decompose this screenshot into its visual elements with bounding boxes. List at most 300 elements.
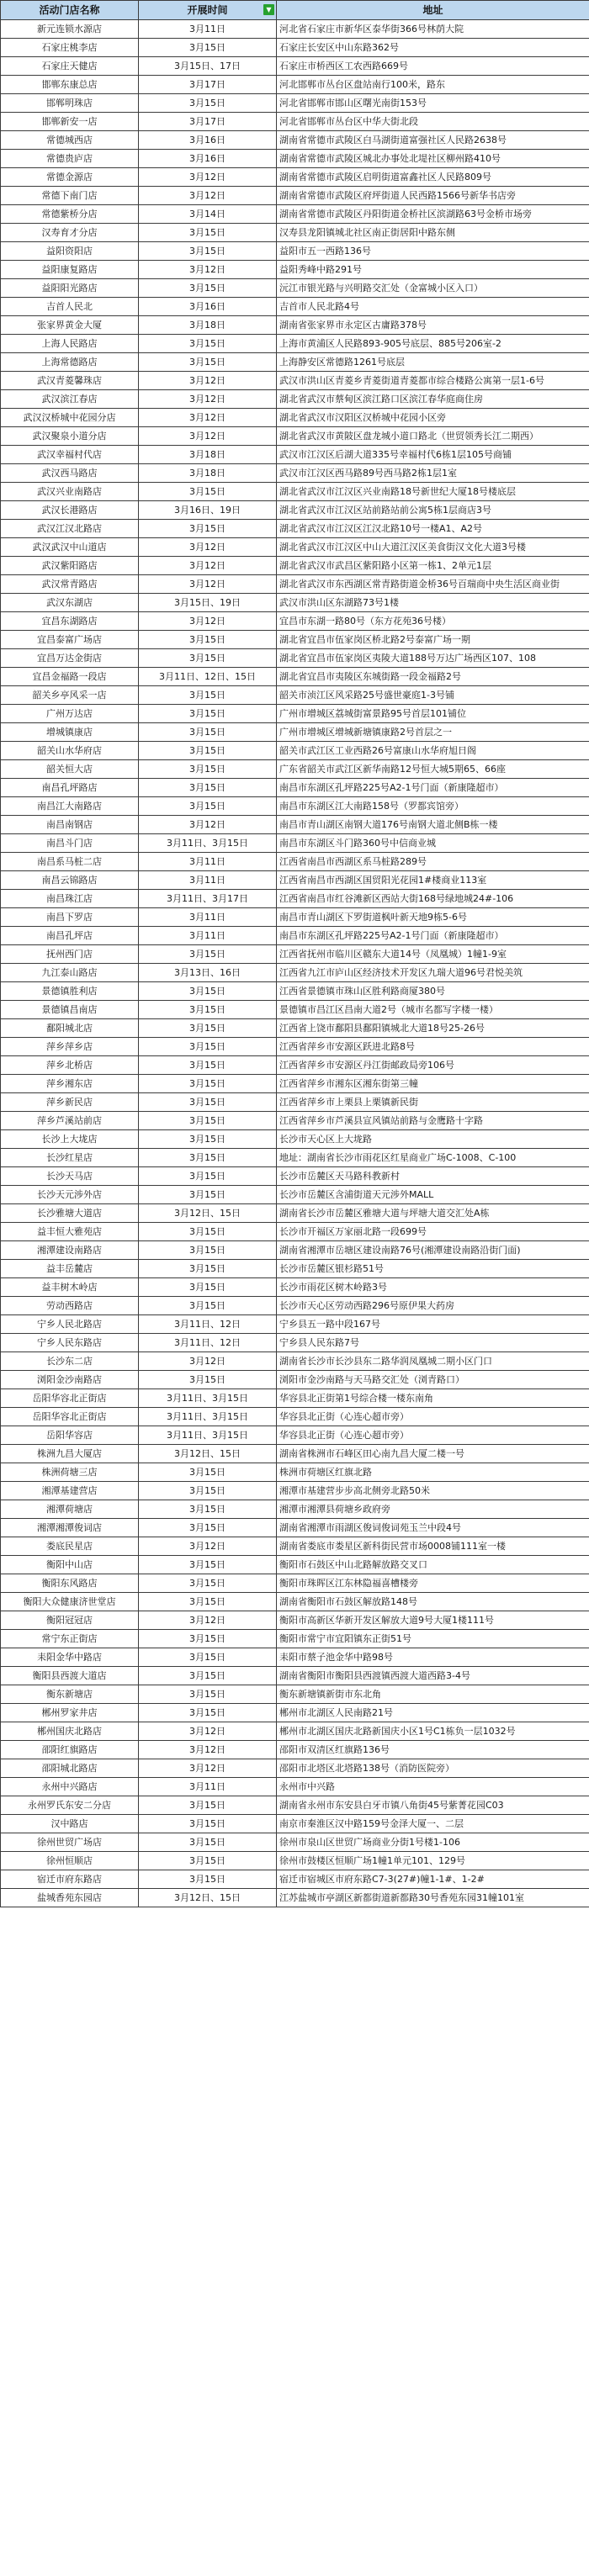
address-cell[interactable]: 武汉市洪山区东湖路73号1楼 [277,594,589,612]
date-cell[interactable]: 3月16日 [139,150,277,168]
date-cell[interactable]: 3月15日 [139,1796,277,1815]
store-name-cell[interactable]: 石家庄天健店 [1,57,139,76]
address-cell[interactable]: 长沙市岳麓区含浦街道天元涉外MALL [277,1186,589,1204]
address-cell[interactable]: 韶关市武江区工业西路26号富康山水华府旭日阁 [277,742,589,760]
store-name-cell[interactable]: 娄底民星店 [1,1537,139,1556]
date-cell[interactable]: 3月15日 [139,1870,277,1889]
store-name-cell[interactable]: 武汉幸福村代店 [1,446,139,464]
store-name-cell[interactable]: 增城镇康店 [1,723,139,742]
address-cell[interactable]: 益阳秀峰中路291号 [277,261,589,279]
store-name-cell[interactable]: 永州罗氏东安二分店 [1,1796,139,1815]
date-cell[interactable]: 3月15日 [139,1519,277,1537]
date-cell[interactable]: 3月12日、15日 [139,1204,277,1223]
address-cell[interactable]: 上海静安区常德路1261号底层 [277,353,589,372]
store-name-cell[interactable]: 武汉西马路店 [1,464,139,483]
address-cell[interactable]: 湖北省武汉市江汉区兴业南路18号新世纪大厦18号楼底层 [277,483,589,501]
store-name-cell[interactable]: 长沙天元涉外店 [1,1186,139,1204]
address-cell[interactable]: 景德镇市昌江区昌南大道2号（城市名都写字楼一楼） [277,1001,589,1019]
address-cell[interactable]: 广东省韶关市武江区新华南路12号恒大城5期65、66座 [277,760,589,779]
store-name-cell[interactable]: 邯郸东康总店 [1,76,139,94]
date-cell[interactable]: 3月14日 [139,205,277,224]
store-name-cell[interactable]: 韶关恒大店 [1,760,139,779]
date-cell[interactable]: 3月11日 [139,871,277,890]
store-name-cell[interactable]: 张家界黄金大厦 [1,316,139,335]
date-cell[interactable]: 3月12日 [139,1722,277,1741]
date-cell[interactable]: 3月12日 [139,427,277,446]
address-cell[interactable]: 江西省萍乡市安源区跃进北路8号 [277,1038,589,1056]
date-cell[interactable]: 3月12日、15日 [139,1445,277,1463]
address-cell[interactable]: 华容县北正街（心连心超市旁） [277,1426,589,1445]
store-name-cell[interactable]: 盐城香苑东园店 [1,1889,139,1907]
store-name-cell[interactable]: 汉寿育才分店 [1,224,139,242]
date-cell[interactable]: 3月16日 [139,298,277,316]
date-cell[interactable]: 3月15日 [139,1371,277,1389]
address-cell[interactable]: 徐州市鼓楼区恒顺广场1幢1单元101、129号 [277,1852,589,1870]
store-name-cell[interactable]: 常德紫桥分店 [1,205,139,224]
date-cell[interactable]: 3月15日 [139,1482,277,1500]
address-cell[interactable]: 江西省萍乡市上栗县上栗镇新民街 [277,1093,589,1112]
date-cell[interactable]: 3月15日 [139,1167,277,1186]
address-cell[interactable]: 湖南省株洲市石峰区田心南九昌大厦二楼一号 [277,1445,589,1463]
date-cell[interactable]: 3月15日、19日 [139,594,277,612]
date-cell[interactable]: 3月15日、17日 [139,57,277,76]
store-name-cell[interactable]: 新元连锁水源店 [1,20,139,39]
date-cell[interactable]: 3月12日 [139,816,277,834]
date-cell[interactable]: 3月15日 [139,1630,277,1648]
store-name-cell[interactable]: 上海人民路店 [1,335,139,353]
store-name-cell[interactable]: 南昌系马桩二店 [1,853,139,871]
date-cell[interactable]: 3月15日 [139,1223,277,1241]
date-cell[interactable]: 3月16日、19日 [139,501,277,520]
store-name-cell[interactable]: 长沙红星店 [1,1149,139,1167]
date-cell[interactable]: 3月15日 [139,1260,277,1278]
store-name-cell[interactable]: 韶关山水华府店 [1,742,139,760]
store-name-cell[interactable]: 衡东新塘店 [1,1685,139,1704]
address-cell[interactable]: 湖北省武汉市黄陂区盘龙城小道口路北（世贸领秀长江二期西） [277,427,589,446]
date-cell[interactable]: 3月15日 [139,1574,277,1593]
store-name-cell[interactable]: 宿迁市府东路店 [1,1870,139,1889]
date-cell[interactable]: 3月15日 [139,1704,277,1722]
date-cell[interactable]: 3月15日 [139,686,277,705]
store-name-cell[interactable]: 邵阳城北路店 [1,1759,139,1778]
address-cell[interactable]: 江西省南昌市西湖区系马桩路289号 [277,853,589,871]
store-name-cell[interactable]: 常德金源店 [1,168,139,187]
store-name-cell[interactable]: 鄱阳城北店 [1,1019,139,1038]
store-name-cell[interactable]: 益阳康复路店 [1,261,139,279]
address-cell[interactable]: 长沙市天心区劳动西路296号原伊果大药房 [277,1297,589,1315]
address-cell[interactable]: 宿迁市宿城区市府东路C7-3(27#)幢1-1#、1-2# [277,1870,589,1889]
store-name-cell[interactable]: 益丰恒大雅苑店 [1,1223,139,1241]
date-cell[interactable]: 3月15日 [139,1130,277,1149]
address-cell[interactable]: 南昌市东湖区斗门路360号中信商业城 [277,834,589,853]
address-cell[interactable]: 湖南省长沙市岳麓区雅塘大道与坪塘大道交汇处A栋 [277,1204,589,1223]
date-cell[interactable]: 3月15日 [139,1556,277,1574]
address-cell[interactable]: 宜昌市东湖一路80号（东方花苑36号楼） [277,612,589,631]
address-cell[interactable]: 湖北省武汉市武昌区紫阳路小区第一栋1、2单元1层 [277,557,589,575]
store-name-cell[interactable]: 邯郸明珠店 [1,94,139,113]
date-cell[interactable]: 3月11日、12日、15日 [139,668,277,686]
date-cell[interactable]: 3月15日 [139,723,277,742]
address-cell[interactable]: 衡阳市高新区华新开发区解放大道9号大厦1楼111号 [277,1611,589,1630]
store-name-cell[interactable]: 益丰树木岭店 [1,1278,139,1297]
address-cell[interactable]: 湖南省常德市武陵区丹阳街道金桥社区滨湖路63号金桥市场旁 [277,205,589,224]
date-cell[interactable]: 3月15日 [139,797,277,816]
store-name-cell[interactable]: 常德城西店 [1,131,139,150]
date-cell[interactable]: 3月15日 [139,1648,277,1667]
store-name-cell[interactable]: 武汉常青路店 [1,575,139,594]
address-cell[interactable]: 广州市增城区增城新塘镇康路2号首层之一 [277,723,589,742]
address-cell[interactable]: 江西省南昌市红谷滩新区西站大街168号绿地城24#-106 [277,890,589,908]
address-cell[interactable]: 湖南省衡阳市衡阳县西渡镇西渡大道西路3-4号 [277,1667,589,1685]
date-cell[interactable]: 3月12日 [139,1537,277,1556]
date-cell[interactable]: 3月12日 [139,390,277,409]
store-name-cell[interactable]: 南昌下罗店 [1,908,139,927]
address-cell[interactable]: 湘潭市湘潭县荷塘乡政府旁 [277,1500,589,1519]
date-cell[interactable]: 3月18日 [139,446,277,464]
address-cell[interactable]: 南昌市青山湖区下罗街道枫叶新天地9栋5-6号 [277,908,589,927]
address-cell[interactable]: 湖南省衡阳市石鼓区解放路148号 [277,1593,589,1611]
address-cell[interactable]: 南昌市东湖区孔坪路225号A2-1号门面（新康隆超市） [277,779,589,797]
address-cell[interactable]: 河北邯郸市丛台区盘站南行100米，路东 [277,76,589,94]
address-cell[interactable]: 湖南省常德市武陵区城北办事处北堤社区柳州路410号 [277,150,589,168]
store-name-cell[interactable]: 宜昌万达金街店 [1,649,139,668]
store-name-cell[interactable]: 武汉聚泉小道分店 [1,427,139,446]
address-cell[interactable]: 石家庄长安区中山东路362号 [277,39,589,57]
date-cell[interactable]: 3月12日 [139,575,277,594]
date-cell[interactable]: 3月15日 [139,1112,277,1130]
store-name-cell[interactable]: 萍乡北桥店 [1,1056,139,1075]
store-name-cell[interactable]: 萍乡新民店 [1,1093,139,1112]
store-name-cell[interactable]: 耒阳金华中路店 [1,1648,139,1667]
store-name-cell[interactable]: 武汉青菱馨珠店 [1,372,139,390]
address-cell[interactable]: 韶关市浈江区风采路25号盛世豪庭1-3号铺 [277,686,589,705]
store-name-cell[interactable]: 武汉江汉北路店 [1,520,139,538]
address-cell[interactable]: 湖南省永州市东安县白牙市镇八角街45号紫菁花园C03 [277,1796,589,1815]
store-name-cell[interactable]: 南昌南钢店 [1,816,139,834]
date-cell[interactable]: 3月16日 [139,131,277,150]
address-cell[interactable]: 湖南省常德市武陵区府坪街道人民西路1566号新华书店旁 [277,187,589,205]
address-cell[interactable]: 江西省萍乡市芦溪县宣风镇站前路与金鹰路十字路 [277,1112,589,1130]
date-cell[interactable]: 3月15日 [139,760,277,779]
date-cell[interactable]: 3月11日 [139,1778,277,1796]
address-cell[interactable]: 湖北省武汉市汉阳区汉桥城中花园小区旁 [277,409,589,427]
address-cell[interactable]: 长沙市开福区万家丽北路一段699号 [277,1223,589,1241]
date-cell[interactable]: 3月12日 [139,372,277,390]
date-cell[interactable]: 3月11日 [139,20,277,39]
store-name-cell[interactable]: 吉首人民北 [1,298,139,316]
address-cell[interactable]: 郴州市北湖区人民南路21号 [277,1704,589,1722]
address-cell[interactable]: 湖南省湘潭市雨湖区俊词俊词苑玉兰中段4号 [277,1519,589,1537]
date-cell[interactable]: 3月15日 [139,1186,277,1204]
date-cell[interactable]: 3月15日 [139,1241,277,1260]
address-cell[interactable]: 华容县北正街第1号综合楼一楼东南角 [277,1389,589,1408]
store-name-cell[interactable]: 汉中路店 [1,1815,139,1833]
date-cell[interactable]: 3月11日、12日 [139,1334,277,1352]
date-cell[interactable]: 3月11日、12日 [139,1315,277,1334]
address-cell[interactable]: 湘潭市基建营步步高北侧旁北路50米 [277,1482,589,1500]
address-cell[interactable]: 株洲市荷塘区红旗北路 [277,1463,589,1482]
store-name-cell[interactable]: 湘潭湘潭俊词店 [1,1519,139,1537]
address-cell[interactable]: 邵阳市北塔区北塔路138号（消防医院旁） [277,1759,589,1778]
address-cell[interactable]: 南昌市东湖区孔坪路225号A2-1号门面（新康隆超市） [277,927,589,945]
date-cell[interactable]: 3月15日 [139,1667,277,1685]
address-cell[interactable]: 湖南省常德市武陵区白马湖街道富强社区人民路2638号 [277,131,589,150]
address-cell[interactable]: 郴州市北湖区国庆北路新国庆小区1号C1栋负一层1032号 [277,1722,589,1741]
address-cell[interactable]: 湖北省武汉市江汉区站前路站前公寓5栋1层商店3号 [277,501,589,520]
store-name-cell[interactable]: 武汉汉桥城中花园分店 [1,409,139,427]
store-name-cell[interactable]: 广州万达店 [1,705,139,723]
store-name-cell[interactable]: 武汉兴业南路店 [1,483,139,501]
store-name-cell[interactable]: 石家庄桃李店 [1,39,139,57]
address-cell[interactable]: 河北省邯郸市邯山区曙光南街153号 [277,94,589,113]
store-name-cell[interactable]: 邵阳红旗路店 [1,1741,139,1759]
store-name-cell[interactable]: 萍乡芦溪站前店 [1,1112,139,1130]
store-name-cell[interactable]: 衡阳东风路店 [1,1574,139,1593]
date-cell[interactable]: 3月15日 [139,1685,277,1704]
date-cell[interactable]: 3月17日 [139,76,277,94]
store-name-cell[interactable]: 九江泰山路店 [1,964,139,982]
store-name-cell[interactable]: 岳阳华容北正街店 [1,1408,139,1426]
date-cell[interactable]: 3月11日、3月15日 [139,1426,277,1445]
date-cell[interactable]: 3月15日 [139,1833,277,1852]
date-cell[interactable]: 3月15日 [139,1019,277,1038]
address-cell[interactable]: 湖北省宜昌市夷陵区东城街路一段金福路2号 [277,668,589,686]
date-cell[interactable]: 3月18日 [139,464,277,483]
date-cell[interactable]: 3月12日 [139,1741,277,1759]
store-name-cell[interactable]: 南昌珠江店 [1,890,139,908]
address-cell[interactable]: 湖南省常德市武陵区启明街道富鑫社区人民路809号 [277,168,589,187]
date-cell[interactable]: 3月11日 [139,853,277,871]
address-cell[interactable]: 长沙市天心区上大垅路 [277,1130,589,1149]
date-cell[interactable]: 3月13日、16日 [139,964,277,982]
address-cell[interactable]: 湖南省张家界市永定区古庸路378号 [277,316,589,335]
filter-dropdown-icon[interactable]: ▼ [263,4,274,15]
date-cell[interactable]: 3月17日 [139,113,277,131]
address-cell[interactable]: 江苏盐城市亭湖区新都街道新都路30号香苑东园31幢101室 [277,1889,589,1907]
date-cell[interactable]: 3月15日 [139,1038,277,1056]
store-name-cell[interactable]: 徐州恒顺店 [1,1852,139,1870]
date-cell[interactable]: 3月12日 [139,1352,277,1371]
store-name-cell[interactable]: 长沙天马店 [1,1167,139,1186]
date-cell[interactable]: 3月15日 [139,982,277,1001]
store-name-cell[interactable]: 湘潭基建营店 [1,1482,139,1500]
store-name-cell[interactable]: 韶关乡亭风采一店 [1,686,139,705]
date-cell[interactable]: 3月12日 [139,409,277,427]
date-cell[interactable]: 3月15日 [139,1815,277,1833]
date-cell[interactable]: 3月11日 [139,908,277,927]
date-cell[interactable]: 3月15日 [139,1463,277,1482]
header-date[interactable] [139,1,277,20]
store-name-cell[interactable]: 武汉长港路店 [1,501,139,520]
address-cell[interactable]: 石家庄市桥西区工农西路669号 [277,57,589,76]
address-cell[interactable]: 南昌市东湖区江大南路158号（罗都宾馆旁） [277,797,589,816]
address-cell[interactable]: 武汉市江汉区西马路89号西马路2栋1层1室 [277,464,589,483]
address-cell[interactable]: 江西省景德镇市珠山区胜利路商厦380号 [277,982,589,1001]
date-cell[interactable]: 3月15日 [139,279,277,298]
address-cell[interactable]: 上海市黄浦区人民路893-905号底层、885号206室-2 [277,335,589,353]
address-cell[interactable]: 徐州市泉山区世贸广场商业分街1号楼1-106 [277,1833,589,1852]
address-cell[interactable]: 衡阳市常宁市宜阳镇东正街51号 [277,1630,589,1648]
date-cell[interactable]: 3月12日 [139,187,277,205]
store-name-cell[interactable]: 南昌云锦路店 [1,871,139,890]
address-cell[interactable]: 宁乡县人民东路7号 [277,1334,589,1352]
date-cell[interactable]: 3月11日 [139,927,277,945]
store-name-cell[interactable]: 南昌孔坪路店 [1,779,139,797]
store-name-cell[interactable]: 岳阳华容北正街店 [1,1389,139,1408]
address-cell[interactable]: 长沙市岳麓区银杉路51号 [277,1260,589,1278]
date-cell[interactable]: 3月15日 [139,1297,277,1315]
address-cell[interactable]: 湖北省武汉市蔡甸区滨江路口区滨江春华庭商住房 [277,390,589,409]
date-cell[interactable]: 3月15日 [139,353,277,372]
date-cell[interactable]: 3月15日 [139,520,277,538]
address-cell[interactable]: 南昌市青山湖区南钢大道176号南钢大道北侧B栋一楼 [277,816,589,834]
date-cell[interactable]: 3月15日 [139,1149,277,1167]
store-name-cell[interactable]: 徐州世贸广场店 [1,1833,139,1852]
address-cell[interactable]: 沅江市银光路与兴明路交汇处（金富城小区入口） [277,279,589,298]
date-cell[interactable]: 3月11日、3月15日 [139,1408,277,1426]
store-name-cell[interactable]: 岳阳华容店 [1,1426,139,1445]
store-name-cell[interactable]: 宁乡人民东路店 [1,1334,139,1352]
store-name-cell[interactable]: 景德镇昌南店 [1,1001,139,1019]
store-name-cell[interactable]: 武汉东湖店 [1,594,139,612]
date-cell[interactable]: 3月15日 [139,1056,277,1075]
store-name-cell[interactable]: 衡阳大众健康济世堂店 [1,1593,139,1611]
date-cell[interactable]: 3月12日 [139,1759,277,1778]
store-name-cell[interactable]: 宜昌东湖路店 [1,612,139,631]
store-name-cell[interactable]: 益丰岳麓店 [1,1260,139,1278]
store-name-cell[interactable]: 武汉紫阳路店 [1,557,139,575]
store-name-cell[interactable]: 长沙东二店 [1,1352,139,1371]
date-cell[interactable]: 3月15日 [139,1593,277,1611]
date-cell[interactable]: 3月15日 [139,39,277,57]
date-cell[interactable]: 3月12日 [139,261,277,279]
date-cell[interactable]: 3月15日 [139,649,277,668]
date-cell[interactable]: 3月11日、3月17日 [139,890,277,908]
date-cell[interactable]: 3月15日 [139,742,277,760]
date-cell[interactable]: 3月15日 [139,1278,277,1297]
address-cell[interactable]: 江西省上饶市鄱阳县鄱阳镇城北大道18号25-26号 [277,1019,589,1038]
store-name-cell[interactable]: 武汉滨江春店 [1,390,139,409]
address-cell[interactable]: 广州市增城区荔城街富景路95号首层101铺位 [277,705,589,723]
store-name-cell[interactable]: 长沙上大垅店 [1,1130,139,1149]
date-cell[interactable]: 3月18日 [139,316,277,335]
store-name-cell[interactable]: 景德镇胜利店 [1,982,139,1001]
address-cell[interactable]: 衡阳市石鼓区中山北路解放路交叉口 [277,1556,589,1574]
store-name-cell[interactable]: 湘潭建设南路店 [1,1241,139,1260]
date-cell[interactable]: 3月15日 [139,1500,277,1519]
date-cell[interactable]: 3月12日 [139,168,277,187]
store-name-cell[interactable]: 株洲荷塘三店 [1,1463,139,1482]
store-name-cell[interactable]: 宜昌金福路一段店 [1,668,139,686]
date-cell[interactable]: 3月15日 [139,1001,277,1019]
address-cell[interactable]: 武汉市江汉区后湖大道335号幸福村代6栋1层105号商铺 [277,446,589,464]
date-cell[interactable]: 3月12日、15日 [139,1889,277,1907]
store-name-cell[interactable]: 劳动西路店 [1,1297,139,1315]
address-cell[interactable]: 江西省萍乡市安源区丹江街邮政局旁106号 [277,1056,589,1075]
date-cell[interactable]: 3月15日 [139,779,277,797]
address-cell[interactable]: 湖北省武汉市江汉区江汉北路10号一楼A1、A2号 [277,520,589,538]
address-cell[interactable]: 宁乡县五一路中段167号 [277,1315,589,1334]
address-cell[interactable]: 河北省石家庄市新华区泰华街366号林荫大院 [277,20,589,39]
store-name-cell[interactable]: 衡阳县西渡大道店 [1,1667,139,1685]
store-name-cell[interactable]: 南昌孔坪店 [1,927,139,945]
store-name-cell[interactable]: 长沙雅塘大道店 [1,1204,139,1223]
address-cell[interactable]: 衡东新塘镇新街市东北角 [277,1685,589,1704]
address-cell[interactable]: 江西省九江市庐山区经济技术开发区九瑞大道96号君悦美筑 [277,964,589,982]
address-cell[interactable]: 浏阳市金沙南路与天马路交汇处（浏青路口） [277,1371,589,1389]
address-cell[interactable]: 江西省南昌市西湖区国贸阳光花园1#楼商业113室 [277,871,589,890]
address-cell[interactable]: 长沙市雨花区树木岭路3号 [277,1278,589,1297]
address-cell[interactable]: 湖南省湘潭市岳塘区建设南路76号(湘潭建设南路沿街门面) [277,1241,589,1260]
address-cell[interactable]: 邵阳市双清区红旗路136号 [277,1741,589,1759]
address-cell[interactable]: 地址：湖南省长沙市雨花区红星商业广场C-1008、C-100 [277,1149,589,1167]
address-cell[interactable]: 永州市中兴路 [277,1778,589,1796]
store-name-cell[interactable]: 宜昌泰富广场店 [1,631,139,649]
date-cell[interactable]: 3月11日、3月15日 [139,1389,277,1408]
store-name-cell[interactable]: 浏阳金沙南路店 [1,1371,139,1389]
address-cell[interactable]: 长沙市岳麓区天马路科教新村 [277,1167,589,1186]
date-cell[interactable]: 3月15日 [139,1075,277,1093]
address-cell[interactable]: 湖北省武汉市东西湖区常青路街道金桥36号百瑞商中央生活区商业街 [277,575,589,594]
store-name-cell[interactable]: 常德贵庐店 [1,150,139,168]
store-name-cell[interactable]: 南昌江大南路店 [1,797,139,816]
address-cell[interactable]: 江西省萍乡市湘东区湘东街第三幢 [277,1075,589,1093]
date-cell[interactable]: 3月12日 [139,612,277,631]
store-name-cell[interactable]: 萍乡湘东店 [1,1075,139,1093]
date-cell[interactable]: 3月15日 [139,1852,277,1870]
date-cell[interactable]: 3月15日 [139,94,277,113]
date-cell[interactable]: 3月15日 [139,631,277,649]
date-cell[interactable]: 3月15日 [139,335,277,353]
address-cell[interactable]: 江西省抚州市临川区赣东大道14号（凤凰城）1幢1-9室 [277,945,589,964]
store-name-cell[interactable]: 益阳阳光路店 [1,279,139,298]
store-name-cell[interactable]: 湘潭荷塘店 [1,1500,139,1519]
address-cell[interactable]: 河北省邯郸市丛台区中华大街北段 [277,113,589,131]
address-cell[interactable]: 耒阳市蔡子池金华中路98号 [277,1648,589,1667]
date-cell[interactable]: 3月15日 [139,224,277,242]
address-cell[interactable]: 武汉市洪山区青菱乡青菱街道青菱都市综合楼路公寓第一层1-6号 [277,372,589,390]
store-name-cell[interactable]: 株洲九昌大厦店 [1,1445,139,1463]
address-cell[interactable]: 湖南省长沙市长沙县东二路华润凤凰城二期小区门口 [277,1352,589,1371]
address-cell[interactable]: 华容县北正街（心连心超市旁） [277,1408,589,1426]
date-cell[interactable]: 3月15日 [139,483,277,501]
store-name-cell[interactable]: 郴州罗家井店 [1,1704,139,1722]
date-cell[interactable]: 3月12日 [139,557,277,575]
store-name-cell[interactable]: 郴州国庆北路店 [1,1722,139,1741]
store-name-cell[interactable]: 萍乡萍乡店 [1,1038,139,1056]
address-cell[interactable]: 湖南省娄底市娄星区新科街民营市场0008铺111室一楼 [277,1537,589,1556]
date-cell[interactable]: 3月15日 [139,705,277,723]
store-name-cell[interactable]: 宁乡人民北路店 [1,1315,139,1334]
address-cell[interactable]: 湖北省宜昌市伍家岗区夷陵大道188号万达广场西区107、108 [277,649,589,668]
date-cell[interactable]: 3月11日、3月15日 [139,834,277,853]
store-name-cell[interactable]: 常德下南门店 [1,187,139,205]
address-cell[interactable]: 汉寿县龙阳镇城北社区南正街居阳中路东侧 [277,224,589,242]
store-name-cell[interactable]: 永州中兴路店 [1,1778,139,1796]
store-name-cell[interactable]: 抚州西门店 [1,945,139,964]
address-cell[interactable]: 吉首市人民北路4号 [277,298,589,316]
date-cell[interactable]: 3月12日 [139,1611,277,1630]
store-name-cell[interactable]: 武汉武汉中山道店 [1,538,139,557]
date-cell[interactable]: 3月15日 [139,242,277,261]
store-name-cell[interactable]: 衡阳中山店 [1,1556,139,1574]
address-cell[interactable]: 南京市秦淮区汉中路159号金泽大厦一、二层 [277,1815,589,1833]
date-cell[interactable]: 3月15日 [139,945,277,964]
store-name-cell[interactable]: 上海常德路店 [1,353,139,372]
store-name-cell[interactable]: 益阳资阳店 [1,242,139,261]
store-name-cell[interactable]: 常宁东正街店 [1,1630,139,1648]
address-cell[interactable]: 衡阳市珠晖区江东林隐福喜槽楼旁 [277,1574,589,1593]
